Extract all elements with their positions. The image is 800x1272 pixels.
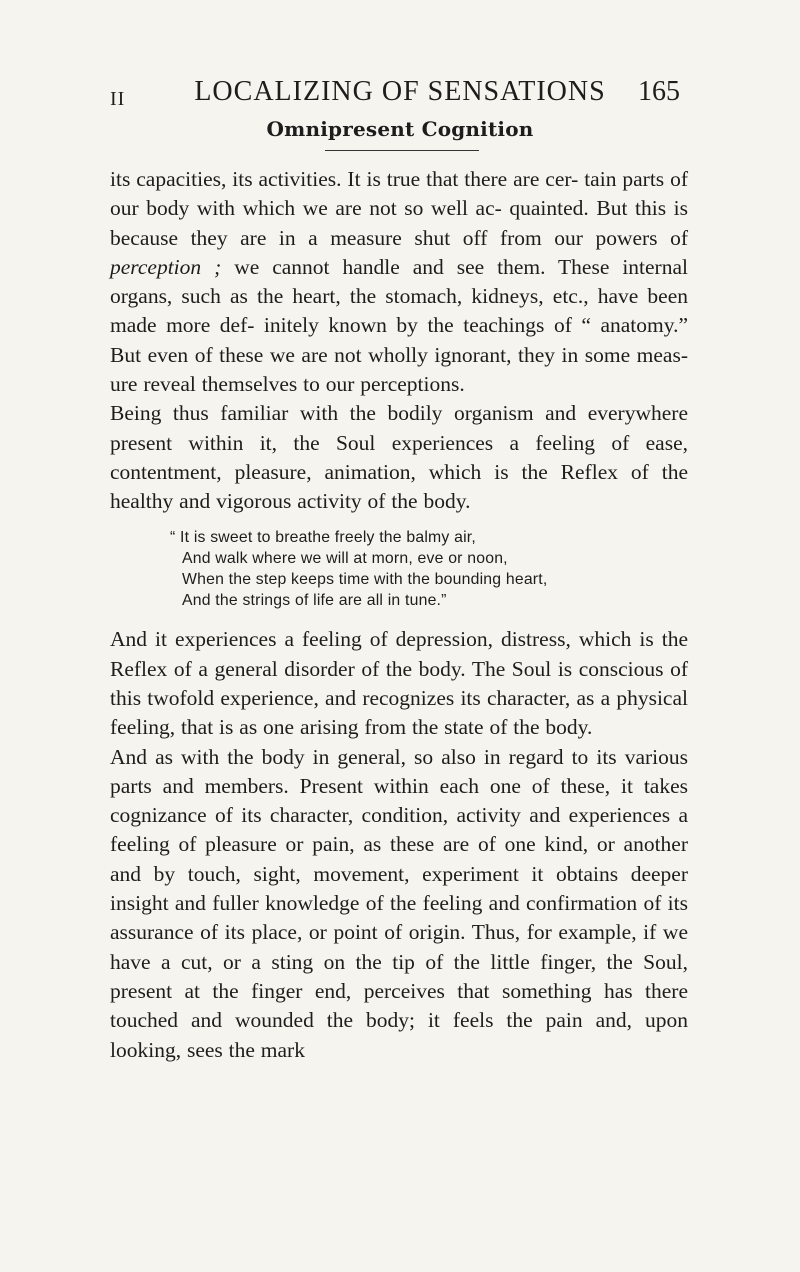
paragraph-2: Being thus familiar with the bodily organism and everywhere present within it, the Soul experiences a feeling of ease, contentment, pleasure, animation, which is the Reflex of the healthy and vigorous activity of the body. [110,401,688,514]
divider-rule [325,150,479,151]
quote-line-2: And walk where we will at morn, eve or noon, [182,549,508,567]
running-title: LOCALIZING OF SENSATIONS [194,76,606,107]
body-text [110,165,688,1065]
paragraph-3: And it experiences a feeling of depression, distress, which is the Reflex of a general disorder of the body. The Soul is conscious of this twofold experience, and recognizes its character, as a physical feeling, that is as one arising from the state of the body. [110,627,688,740]
paragraph-1-start: its capacities, its activities. It is true that there are cer- tain parts of our body with which we are not so well ac- quainted. But this is because they are in a measure shut off from our powers of [110,167,688,250]
section-title: Omnipresent Cognition [266,117,534,141]
paragraph-1-end: we cannot handle and see them. These internal organs, such as the heart, the stomach, kidneys, etc., have been made more def- initely known by the teachings of “ anatomy.” But even of these we are not wholly ignorant, they in some meas- ure reveal themselves to our perceptions. [110,254,688,397]
paragraph-1-emphasis: perception ; [110,254,222,279]
paragraph-1 [110,165,688,399]
quote-line-1: “ It is sweet to breathe freely the balmy air, [170,528,476,546]
quote-line-4: And the strings of life are all in tune.” [182,592,447,610]
paragraph-4: And as with the body in general, so also in regard to its various parts and members. Present within each one of these, it takes cognizance of its character, condition, activity and experiences a feeling of pleasure or pain, as these are of one kind, or another and by touch, sight, movement, experiment it obtains deeper insight and fuller knowledge of the feeling and confirmation of its assurance of its place, or point of origin. Thus, for example, if we have a cut, or a sting on the tip of the little finger, the Soul, present at the finger end, perceives that something has there touched and wounded the body; it feels the pain and, upon looking, sees the mark [110,744,688,1062]
chapter-number: II [110,88,126,110]
poem-quotation [170,527,688,612]
quote-line-3: When the step keeps time with the bounding heart, [182,570,548,588]
page-number: 165 [638,76,680,107]
running-head [110,76,690,112]
